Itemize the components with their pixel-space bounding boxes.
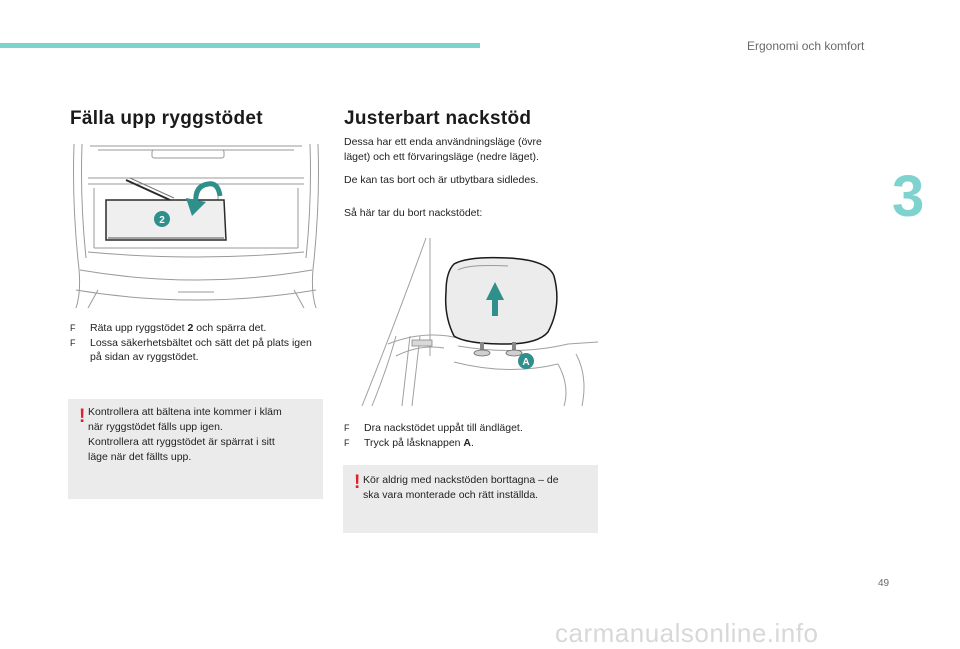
watermark: carmanualsonline.info	[555, 618, 819, 648]
warning-text: Kör aldrig med nackstöden borttagna – de ska vara monterade och rätt inställda.	[363, 474, 559, 501]
headrest-paragraph-2: De kan tas bort och är utbytbara sidledes.	[344, 174, 539, 186]
warning-text: Kontrollera att bältena inte kommer i kläm när ryggstödet fälls upp igen. Kontrollera att ryggstödet är spärrat i sitt läge när det fällts upp.	[88, 406, 282, 463]
warning-box-right	[343, 465, 598, 533]
trunk-backrest-illustration	[68, 140, 324, 316]
chapter-number: 3	[892, 164, 925, 229]
section-title-fold-backrest: Fälla upp ryggstödet	[70, 108, 263, 129]
exclamation-icon: !	[354, 472, 361, 493]
exclamation-icon: !	[79, 406, 86, 427]
section-title-headrest: Justerbart nackstöd	[344, 108, 532, 129]
headrest-intro: Dessa har ett enda användningsläge (övre läget) och ett förvaringsläge (nedre läget).	[344, 136, 542, 163]
bullet-item: F Tryck på låsknappen A.	[344, 437, 474, 449]
headrest-illustration	[358, 236, 600, 408]
chapter-title: Ergonomi och komfort	[747, 39, 865, 53]
illustration-label-a: A	[522, 357, 530, 368]
bullet-mark: F	[344, 423, 350, 433]
bullet-item: F Lossa säkerhetsbältet och sätt det på plats igen på sidan av ryggstödet.	[70, 337, 312, 363]
headrest-paragraph-3: Så här tar du bort nackstödet:	[344, 207, 483, 219]
bullet-item: F Räta upp ryggstödet 2 och spärra det.	[70, 322, 267, 334]
illustration-label-2: 2	[159, 215, 165, 226]
bullet-mark: F	[344, 438, 350, 448]
warning-box-left	[68, 399, 323, 499]
page-number: 49	[878, 578, 890, 589]
top-accent-bar	[0, 43, 480, 48]
bullet-mark: F	[70, 323, 76, 333]
bullet-item: F Dra nackstödet uppåt till ändläget.	[344, 422, 523, 434]
bullet-mark: F	[70, 338, 76, 348]
